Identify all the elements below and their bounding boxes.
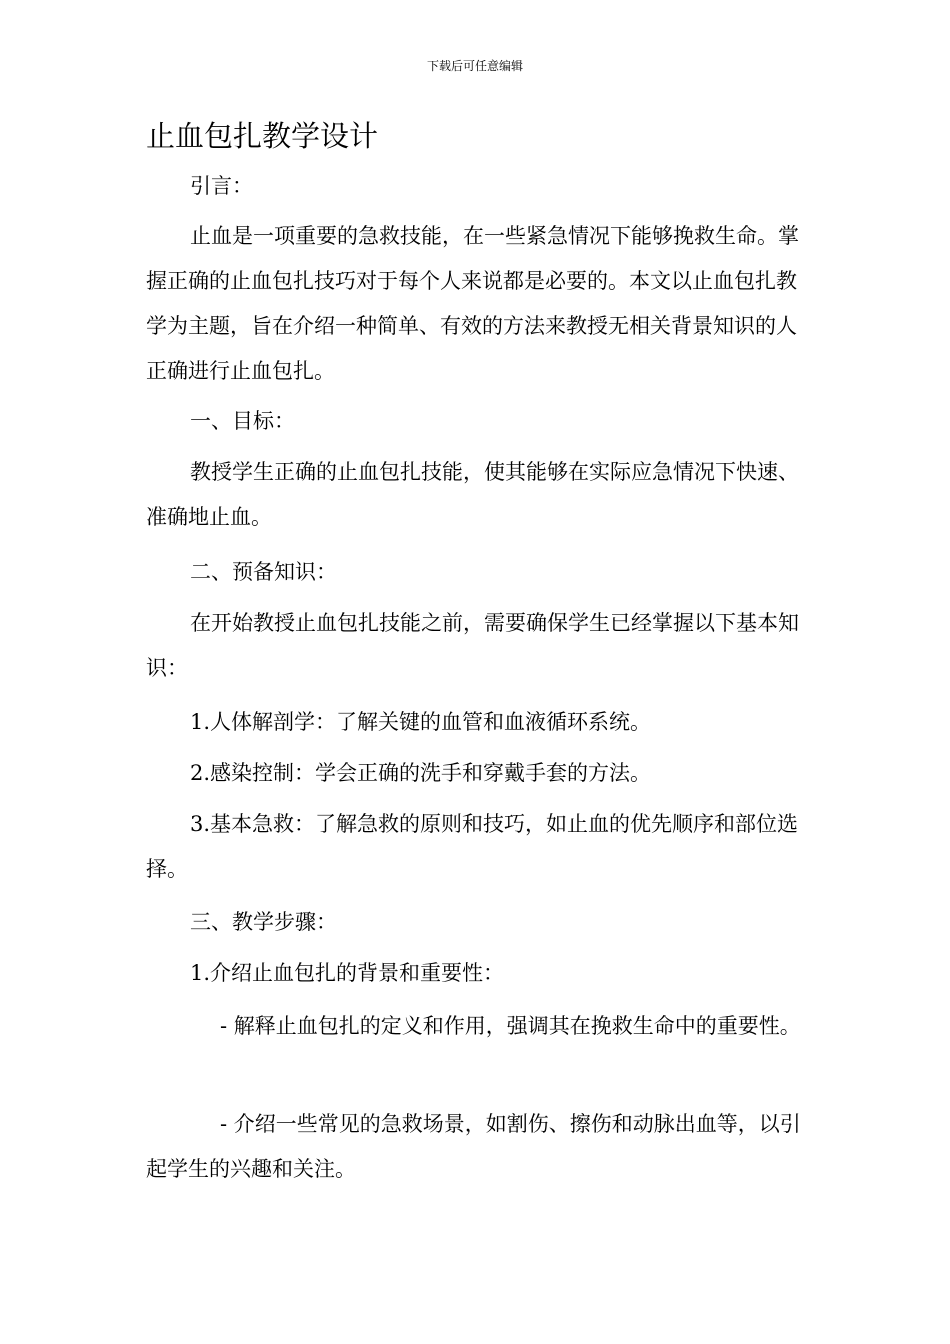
prereq-item-1 [146, 700, 808, 745]
heading-prereq: 二、预备知识： [190, 560, 337, 584]
prereq-item-2 [146, 751, 808, 796]
paragraph-prereq: 在开始教授止血包扎技能之前，需要确保学生已经掌握以下基本知识： [146, 611, 799, 680]
section-prereq-body [146, 601, 808, 691]
document-body-intro [146, 214, 808, 394]
section-steps [146, 900, 808, 945]
list-item: 3.基本急救：了解急救的原则和技巧，如止血的优先顺序和部位选择。 [146, 812, 799, 881]
paragraph-goal: 教授学生正确的止血包扎技能，使其能够在实际应急情况下快速、准确地止血。 [146, 460, 799, 529]
list-item: - 解释止血包扎的定义和作用，强调其在挽救生命中的重要性。 [220, 1014, 801, 1038]
step-1-bullet-1 [146, 1004, 808, 1049]
prereq-item-3 [146, 802, 808, 892]
step-1 [146, 951, 808, 996]
section-goal-body [146, 450, 808, 540]
paragraph-intro: 止血是一项重要的急救技能，在一些紧急情况下能够挽救生命。掌握正确的止血包扎技巧对于每个人来说都是必要的。本文以止血包扎教学为主题，旨在介绍一种简单、有效的方法来教授无相关背景知识的人正确进行止血包扎。 [146, 224, 799, 383]
heading-goal: 一、目标： [190, 409, 295, 433]
heading-steps: 三、教学步骤： [190, 910, 337, 934]
paragraph-intro-heading: 引言： [190, 174, 253, 198]
document-title: 止血包扎教学设计 [146, 119, 379, 153]
section-prereq [146, 550, 808, 595]
list-item: 1.介绍止血包扎的背景和重要性： [190, 961, 505, 985]
document-body [146, 164, 808, 209]
step-1-bullet-2 [146, 1102, 808, 1192]
list-item: - 介绍一些常见的急救场景，如割伤、擦伤和动脉出血等，以引起学生的兴趣和关注。 [146, 1112, 801, 1181]
list-item: 2.感染控制：学会正确的洗手和穿戴手套的方法。 [190, 761, 652, 785]
list-item: 1.人体解剖学：了解关键的血管和血液循环系统。 [190, 710, 652, 734]
header-note: 下载后可任意编辑 [426, 59, 523, 73]
section-goal [146, 399, 808, 444]
